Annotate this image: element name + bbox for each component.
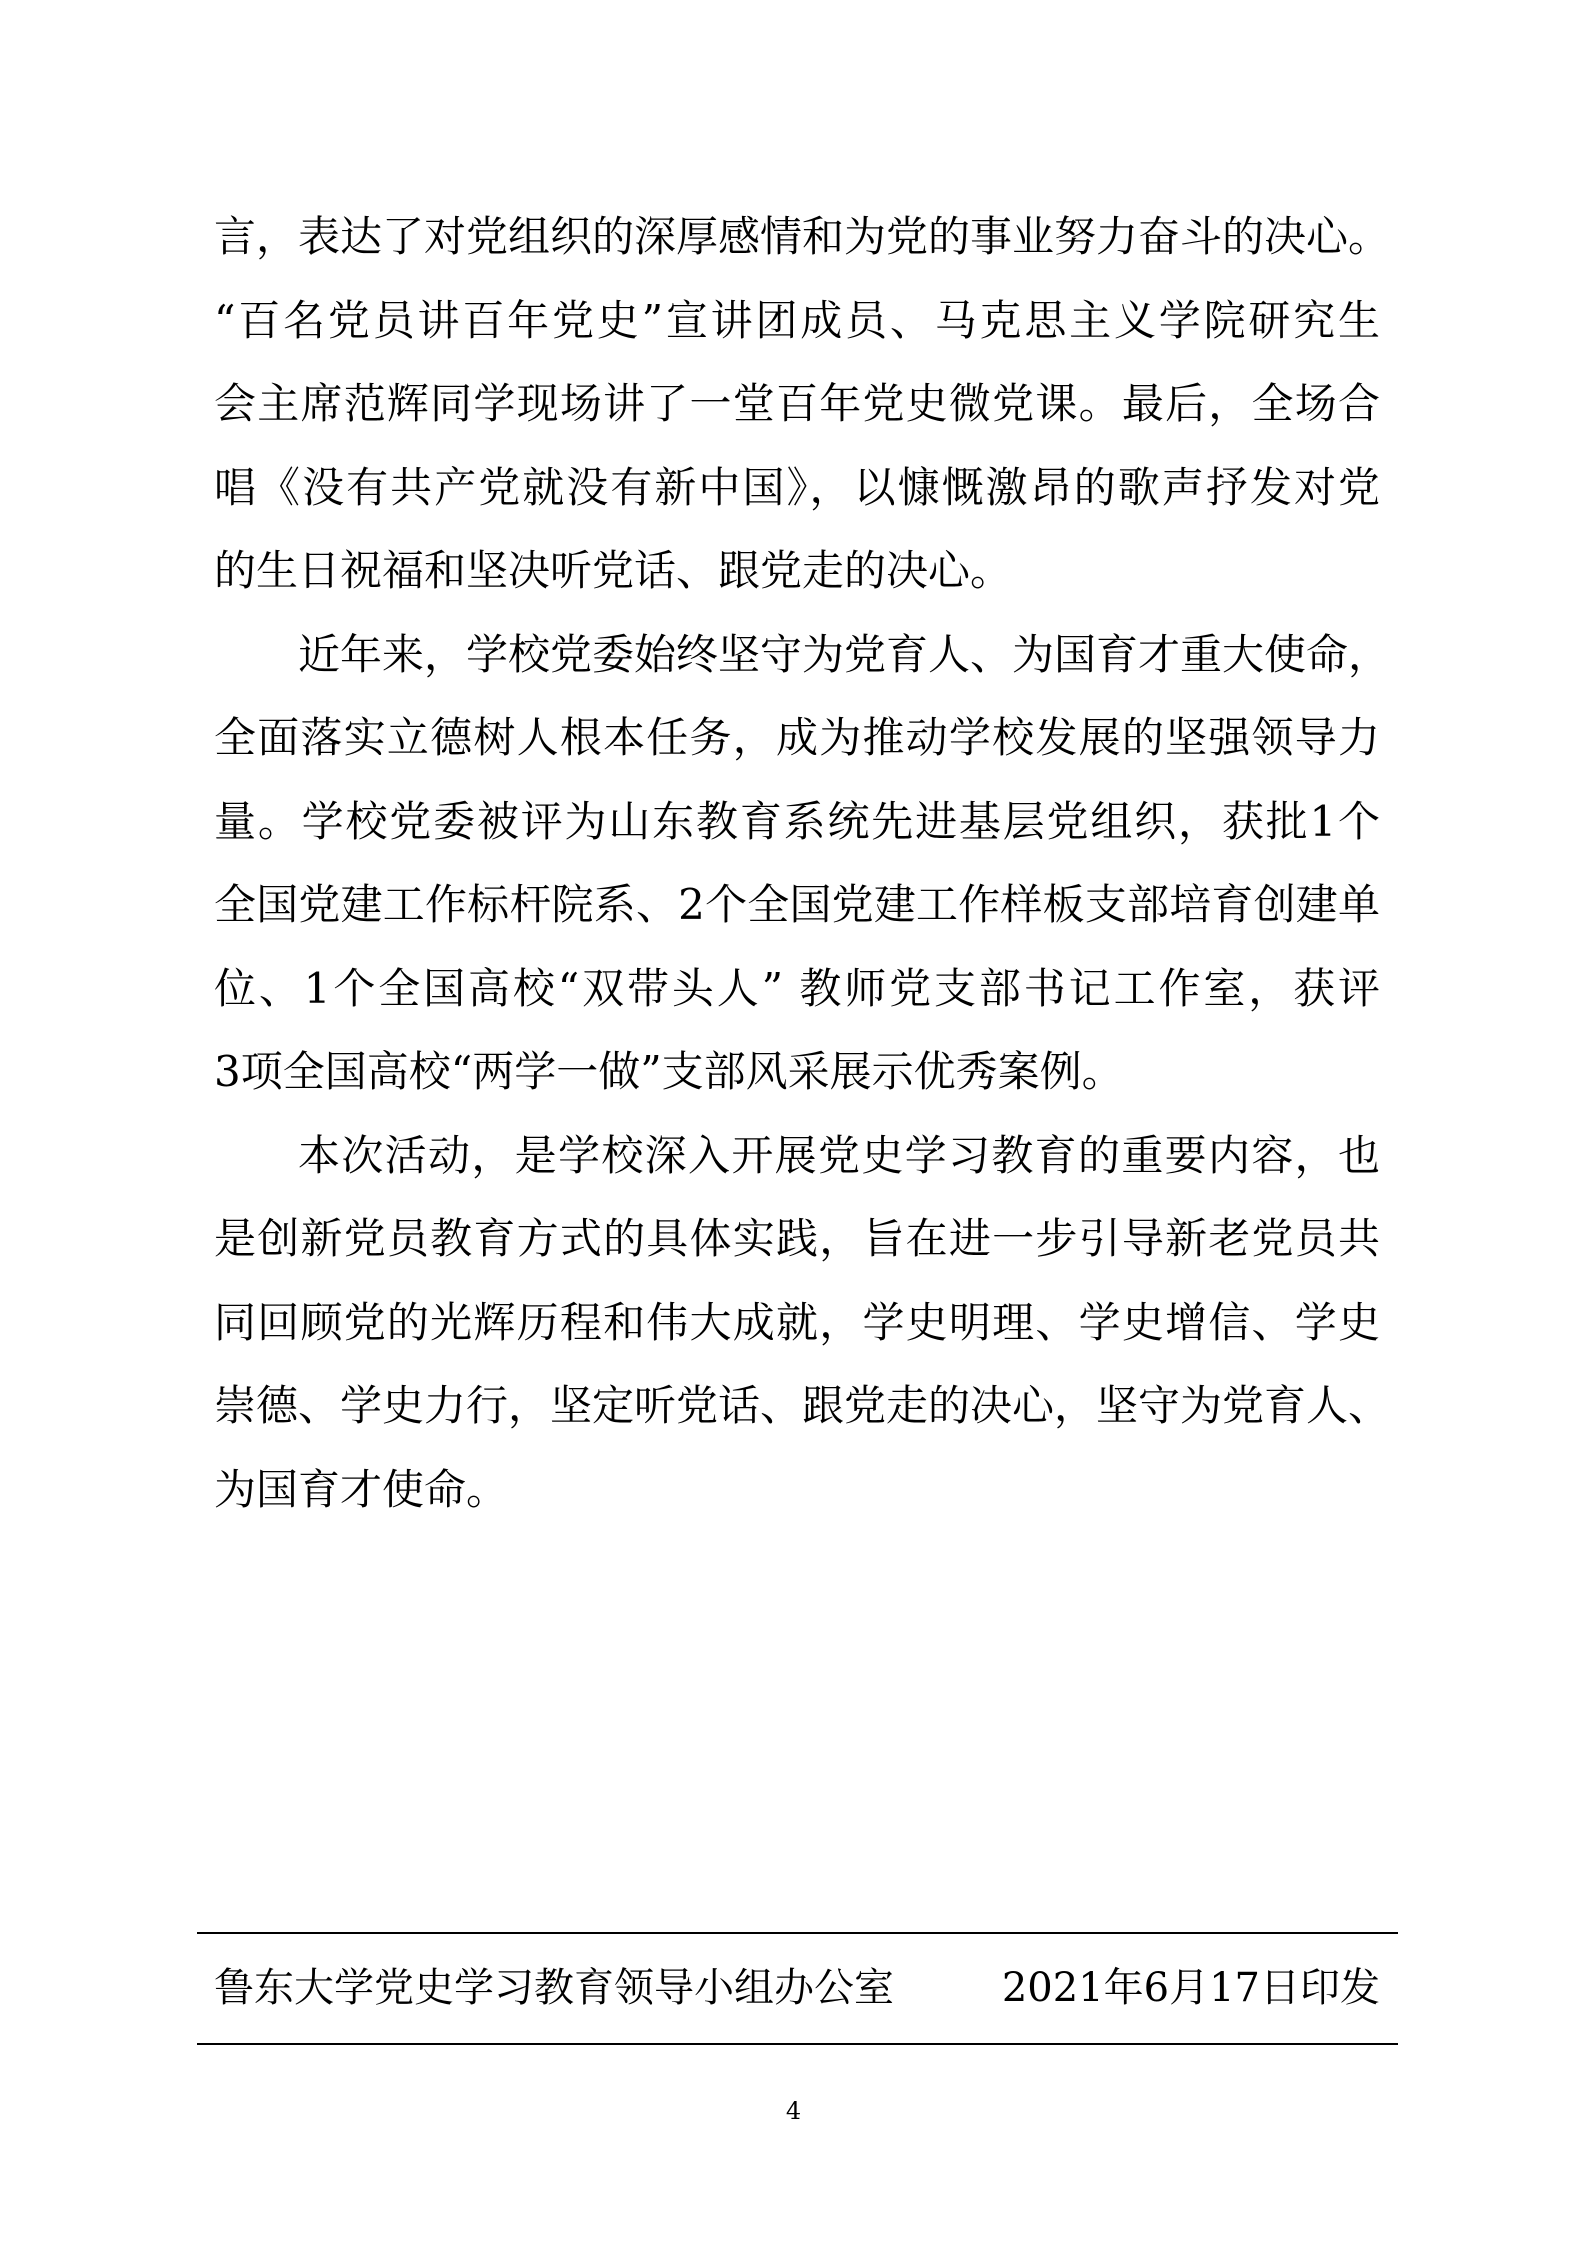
text-line: 崇德、学史力行，坚定听党话、跟党走的决心，坚守为党育人、 (214, 1381, 1391, 1430)
text-line: 言，表达了对党组织的深厚感情和为党的事业努力奋斗的决心。 (214, 212, 1391, 261)
text-line: 是创新党员教育方式的具体实践，旨在进一步引导新老党员共 (214, 1214, 1380, 1263)
text-line: 会主席范辉同学现场讲了一堂百年党史微党课。最后，全场合 (214, 379, 1380, 428)
footer-top-rule (197, 1932, 1398, 1934)
paragraph-3 (214, 1114, 1391, 1532)
text-line: 近年来，学校党委始终坚守为党育人、为国育才重大使命， (298, 629, 1391, 679)
issuance-footer (214, 1952, 1380, 2024)
text-line: “百名党员讲百年党史”宣讲团成员、马克思主义学院研究生 (214, 295, 1380, 345)
text-line: 为国育才使命。 (214, 1464, 509, 1514)
text-line: 全国党建工作标杆院系、2个全国党建工作样板支部培育创建单 (214, 880, 1380, 929)
paragraph-2 (214, 613, 1391, 1114)
paragraph-1 (214, 195, 1391, 613)
issuing-office: 鲁东大学党史学习教育领导小组办公室 (214, 1965, 894, 2011)
text-line: 全面落实立德树人根本任务，成为推动学校发展的坚强领导力 (214, 713, 1380, 762)
text-line: 同回顾党的光辉历程和伟大成就，学史明理、学史增信、学史 (214, 1297, 1380, 1347)
issue-date: 2021年6月17日印发 (1001, 1965, 1380, 2011)
text-line: 的生日祝福和坚决听党话、跟党走的决心。 (214, 546, 1013, 595)
text-line: 唱《没有共产党就没有新中国》，以慷慨激昂的歌声抒发对党 (214, 462, 1380, 512)
text-line: 位、1个全国高校“双带头人” 教师党支部书记工作室，获评 (214, 963, 1380, 1013)
text-line: 本次活动，是学校深入开展党史学习教育的重要内容，也 (298, 1130, 1380, 1180)
page-number: 4 (785, 2097, 802, 2125)
text-line: 3项全国高校“两学一做”支部风采展示优秀案例。 (214, 1047, 1124, 1096)
text-line: 量。学校党委被评为山东教育系统先进基层党组织，获批1个 (214, 796, 1380, 846)
document-body (214, 195, 1391, 1531)
footer-bottom-rule (197, 2043, 1398, 2045)
